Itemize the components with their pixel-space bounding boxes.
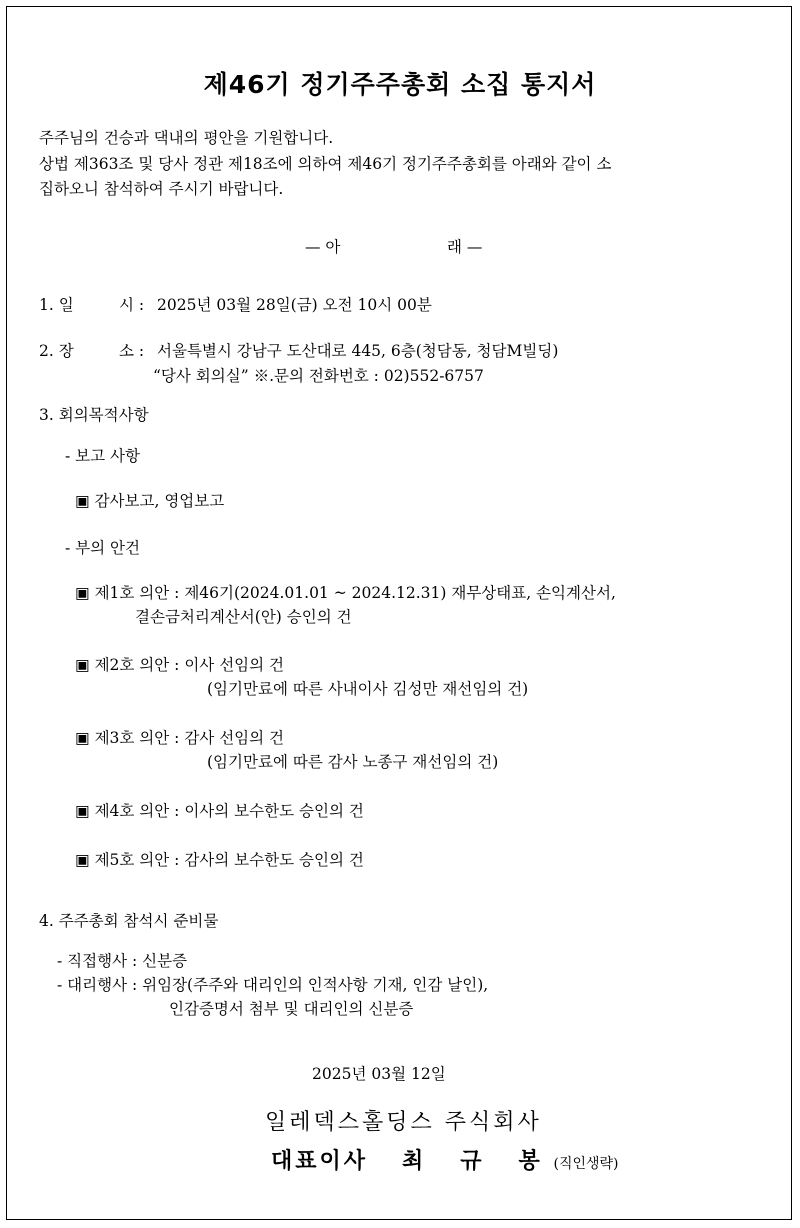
proxy-exercise-line-2: 인감증명서 첨부 및 대리인의 신분증 (169, 1000, 414, 1018)
company-name: 일레덱스홀딩스 주식회사 (265, 1110, 542, 1135)
agenda-3-line-1: ▣ 제3호 의안 : 감사 선임의 건 (75, 729, 285, 747)
agenda-4: ▣ 제4호 의안 : 이사의 보수한도 승인의 건 (75, 802, 364, 820)
item2-contact: “당사 회의실” ※.문의 전화번호 : 02)552-6757 (153, 367, 484, 385)
intro-line-2: 상법 제363조 및 당사 정관 제18조에 의하여 제46기 정기주주총회를 아래와 같이 소 (39, 155, 612, 173)
item1-number: 1. 일 (39, 296, 74, 314)
report-item: ▣ 감사보고, 영업보고 (75, 492, 225, 510)
item2-label: 소 : (119, 342, 145, 360)
agenda-3-line-2: (임기만료에 따른 감사 노종구 재선임의 건) (207, 753, 499, 771)
item2-address: 서울특별시 강남구 도산대로 445, 6층(청담동, 청담M빌딩) (157, 342, 559, 360)
ceo-name-1: 최 (402, 1148, 427, 1174)
document-title: 제46기 정기주주총회 소집 통지서 (203, 70, 597, 99)
notice-document (6, 6, 792, 1220)
seal-omitted-note: (직인생략) (553, 1156, 619, 1172)
agenda-1-line-2: 결손금처리계산서(안) 승인의 건 (135, 608, 352, 626)
ceo-signature (271, 1144, 619, 1175)
item4-heading: 4. 주주총회 참석시 준비물 (39, 912, 219, 930)
notice-heading-left: — 아 (305, 238, 341, 256)
ceo-name-2: 규 (460, 1148, 485, 1174)
direct-exercise: - 직접행사 : 신분증 (57, 952, 188, 970)
proxy-exercise: - 대리행사 : 위임장(주주와 대리인의 인적사항 기재, 인감 날인), (57, 976, 489, 994)
agenda-5: ▣ 제5호 의안 : 감사의 보수한도 승인의 건 (75, 851, 364, 869)
ceo-title: 대표이사 (271, 1148, 369, 1174)
agenda-1-line-1: ▣ 제1호 의안 : 제46기(2024.01.01 ~ 2024.12.31) 재무상태표, 손익계산서, (75, 584, 616, 602)
notice-date: 2025년 03월 12일 (312, 1065, 446, 1083)
agenda-2-line-1: ▣ 제2호 의안 : 이사 선임의 건 (75, 656, 285, 674)
notice-heading-right: 래 — (447, 238, 483, 256)
ceo-name-3: 봉 (518, 1148, 543, 1174)
item1-datetime: 2025년 03월 28일(금) 오전 10시 00분 (157, 296, 432, 314)
intro-line-3: 집하오니 참석하여 주시기 바랍니다. (39, 180, 284, 198)
agenda-heading: - 부의 안건 (65, 539, 140, 557)
report-heading: - 보고 사항 (65, 447, 140, 465)
item3-heading: 3. 회의목적사항 (39, 406, 149, 424)
item1-label: 시 : (119, 296, 145, 314)
agenda-2-line-2: (임기만료에 따른 사내이사 김성만 재선임의 건) (207, 680, 529, 698)
item2-number: 2. 장 (39, 342, 74, 360)
intro-line-1: 주주님의 건승과 댁내의 평안을 기원합니다. (39, 129, 334, 147)
